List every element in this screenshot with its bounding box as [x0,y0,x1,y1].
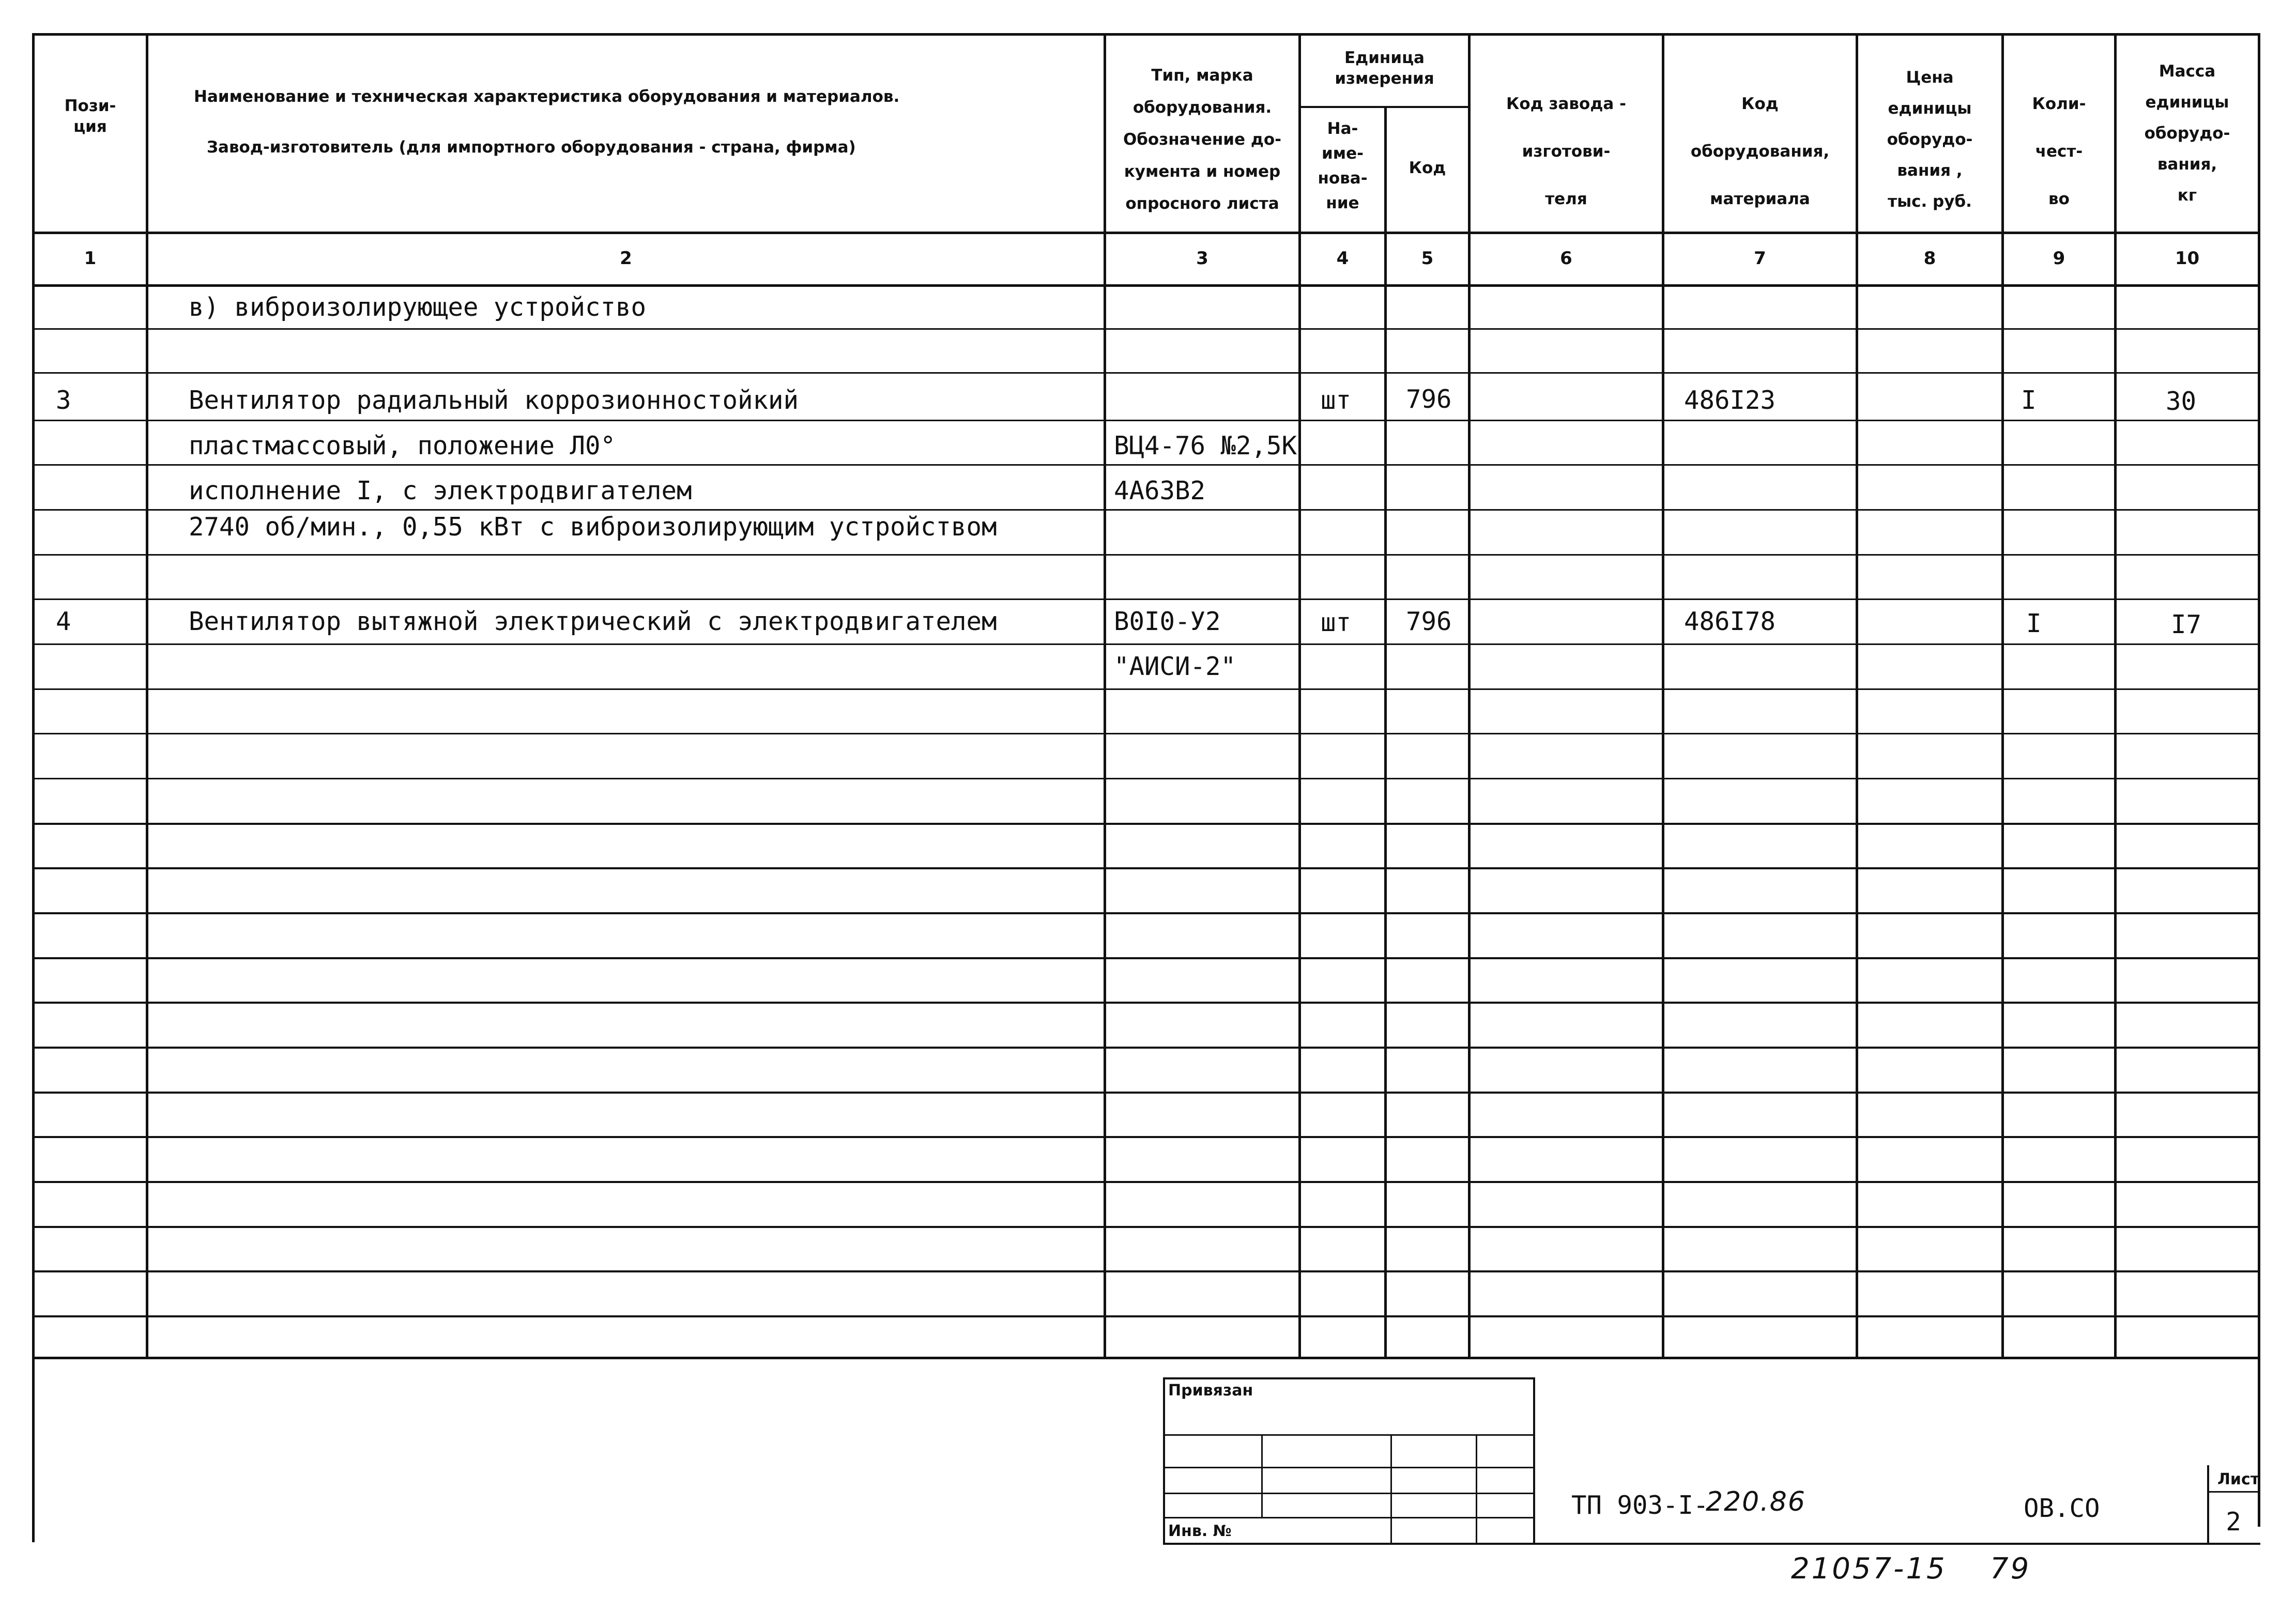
colnum-6: 6 [1560,248,1572,269]
header-unit-code: Код [1409,159,1446,177]
sheet-number: 2 [2226,1507,2241,1537]
row3-name-cont1: пластмассовый, положение Л0° [189,431,616,460]
row-line [32,823,2260,825]
header-quantity: Коли- чест- во [2032,95,2086,208]
row-line [32,733,2260,734]
row4-quantity: I [2026,609,2042,638]
row4-unit-code: 796 [1406,607,1452,636]
document-code-prefix: ТП 903-I- [1571,1491,1709,1520]
row-line [32,1181,2260,1183]
colnum-8: 8 [1923,248,1936,269]
table-bottom-line [32,1357,2260,1359]
row-line [32,1092,2260,1094]
row4-unit: шт [1321,608,1352,637]
row-line [32,1002,2260,1004]
stamp-col-line [1390,1434,1392,1543]
stamp-privyazan-label: Привязан [1168,1381,1253,1400]
stamp-frame-right [1533,1377,1535,1545]
header-name-line1: Наименование и техническая характеристика оборудования и материалов. [194,87,900,106]
col-line-6 [1662,33,1664,1359]
row4-type: В0I0-У2 [1114,607,1221,636]
col-line-1 [146,33,148,1359]
row-line [32,1226,2260,1228]
row3-equipment-code: 486I23 [1684,386,1776,415]
row3-type: ВЦ4-76 №2,5К [1114,431,1297,460]
stamp-row-line [1163,1467,1535,1468]
row-line [32,1136,2260,1138]
row-line [32,464,2260,466]
colnum-1: 1 [84,248,97,269]
frame-right [2258,33,2260,1527]
row-line [32,1315,2260,1317]
document-code-handwritten: 220.86 [1706,1486,1806,1517]
row-line [32,598,2260,600]
row3-mass: 30 [2166,387,2197,416]
col-line-3 [1298,33,1301,1359]
stamp-frame-left [1163,1377,1165,1545]
row3-name-cont2: исполнение I, с электродвигателем [189,476,692,505]
row3-quantity: I [2021,386,2037,415]
row4-name: Вентилятор вытяжной электрический с электродвигателем [189,607,997,636]
row-line [32,688,2260,690]
row4-mass: I7 [2171,610,2202,639]
row-line [32,643,2260,645]
header-price: Цена единицы оборудо- вания , тыс. руб. [1887,68,1973,211]
stamp-row-line [1163,1493,1535,1494]
row-line [32,420,2260,421]
col-line-5 [1468,33,1471,1359]
stamp-col-line [1261,1434,1263,1518]
archive-number: 21057-15 [1791,1552,1947,1586]
row3-name-cont3: 2740 об/мин., 0,55 кВт с виброизолирующим устройством [189,512,997,542]
stamp-row-line [1163,1517,1535,1518]
frame-bottom [1163,1543,2260,1545]
row4-position: 4 [56,607,71,636]
row-line [32,554,2260,556]
numbers-bottom-line [32,284,2260,287]
row-line [32,509,2260,511]
col-line-4 [1384,106,1387,1359]
frame-top [32,33,2260,36]
row4-equipment-code: 486I78 [1684,607,1776,636]
col-line-9 [2114,33,2117,1359]
header-equipment-code: Код оборудования, материала [1690,95,1830,208]
stamp-col-line [1476,1434,1477,1543]
row-line [32,912,2260,914]
sheet-box-divider [2207,1491,2260,1493]
row3-motor: 4А63В2 [1114,476,1206,505]
row-vibro-name: в) виброизолирующее устройство [189,293,647,322]
header-bottom-line [32,232,2260,234]
row3-unit-code: 796 [1406,385,1452,414]
row-line [32,328,2260,330]
colnum-7: 7 [1754,248,1766,269]
row3-name: Вентилятор радиальный коррозионностойкий [189,386,799,415]
row-line [32,778,2260,779]
header-unit-name: На- име- нова- ние [1318,119,1368,212]
colnum-2: 2 [620,248,632,269]
colnum-4: 4 [1336,248,1349,269]
row-line [32,1047,2260,1049]
page-number: 79 [1990,1552,2031,1586]
unit-group-divider [1298,106,1469,108]
colnum-5: 5 [1421,248,1434,269]
header-type: Тип, марка оборудования. Обозначение до- кумента и номер опросного листа [1123,66,1282,213]
header-maker-code: Код завода - изготови- теля [1506,95,1626,208]
row-line [32,957,2260,959]
colnum-10: 10 [2175,248,2200,269]
colnum-3: 3 [1196,248,1208,269]
header-unit-group: Единица измерения [1335,49,1434,88]
stamp-row-line [1163,1434,1535,1436]
header-position: Пози- ция [64,97,116,136]
col-line-8 [2001,33,2004,1359]
row-line [32,867,2260,869]
document-mark: ОВ.СО [2024,1494,2100,1523]
sheet-label: Лист [2217,1470,2260,1488]
row-line [32,1270,2260,1272]
stamp-frame-top [1163,1377,1535,1379]
header-mass: Масса единицы оборудо- вания, кг [2144,62,2230,205]
row3-unit: шт [1321,386,1352,415]
colnum-9: 9 [2053,248,2065,269]
row4-type-cont: "АИСИ-2" [1114,652,1236,681]
stamp-inv-label: Инв. № [1168,1522,1232,1540]
row-line [32,372,2260,374]
header-name-line2: Завод-изготовитель (для импортного оборудования - страна, фирма) [207,138,856,157]
col-line-2 [1104,33,1106,1359]
col-line-7 [1856,33,1858,1359]
row3-position: 3 [56,386,71,415]
